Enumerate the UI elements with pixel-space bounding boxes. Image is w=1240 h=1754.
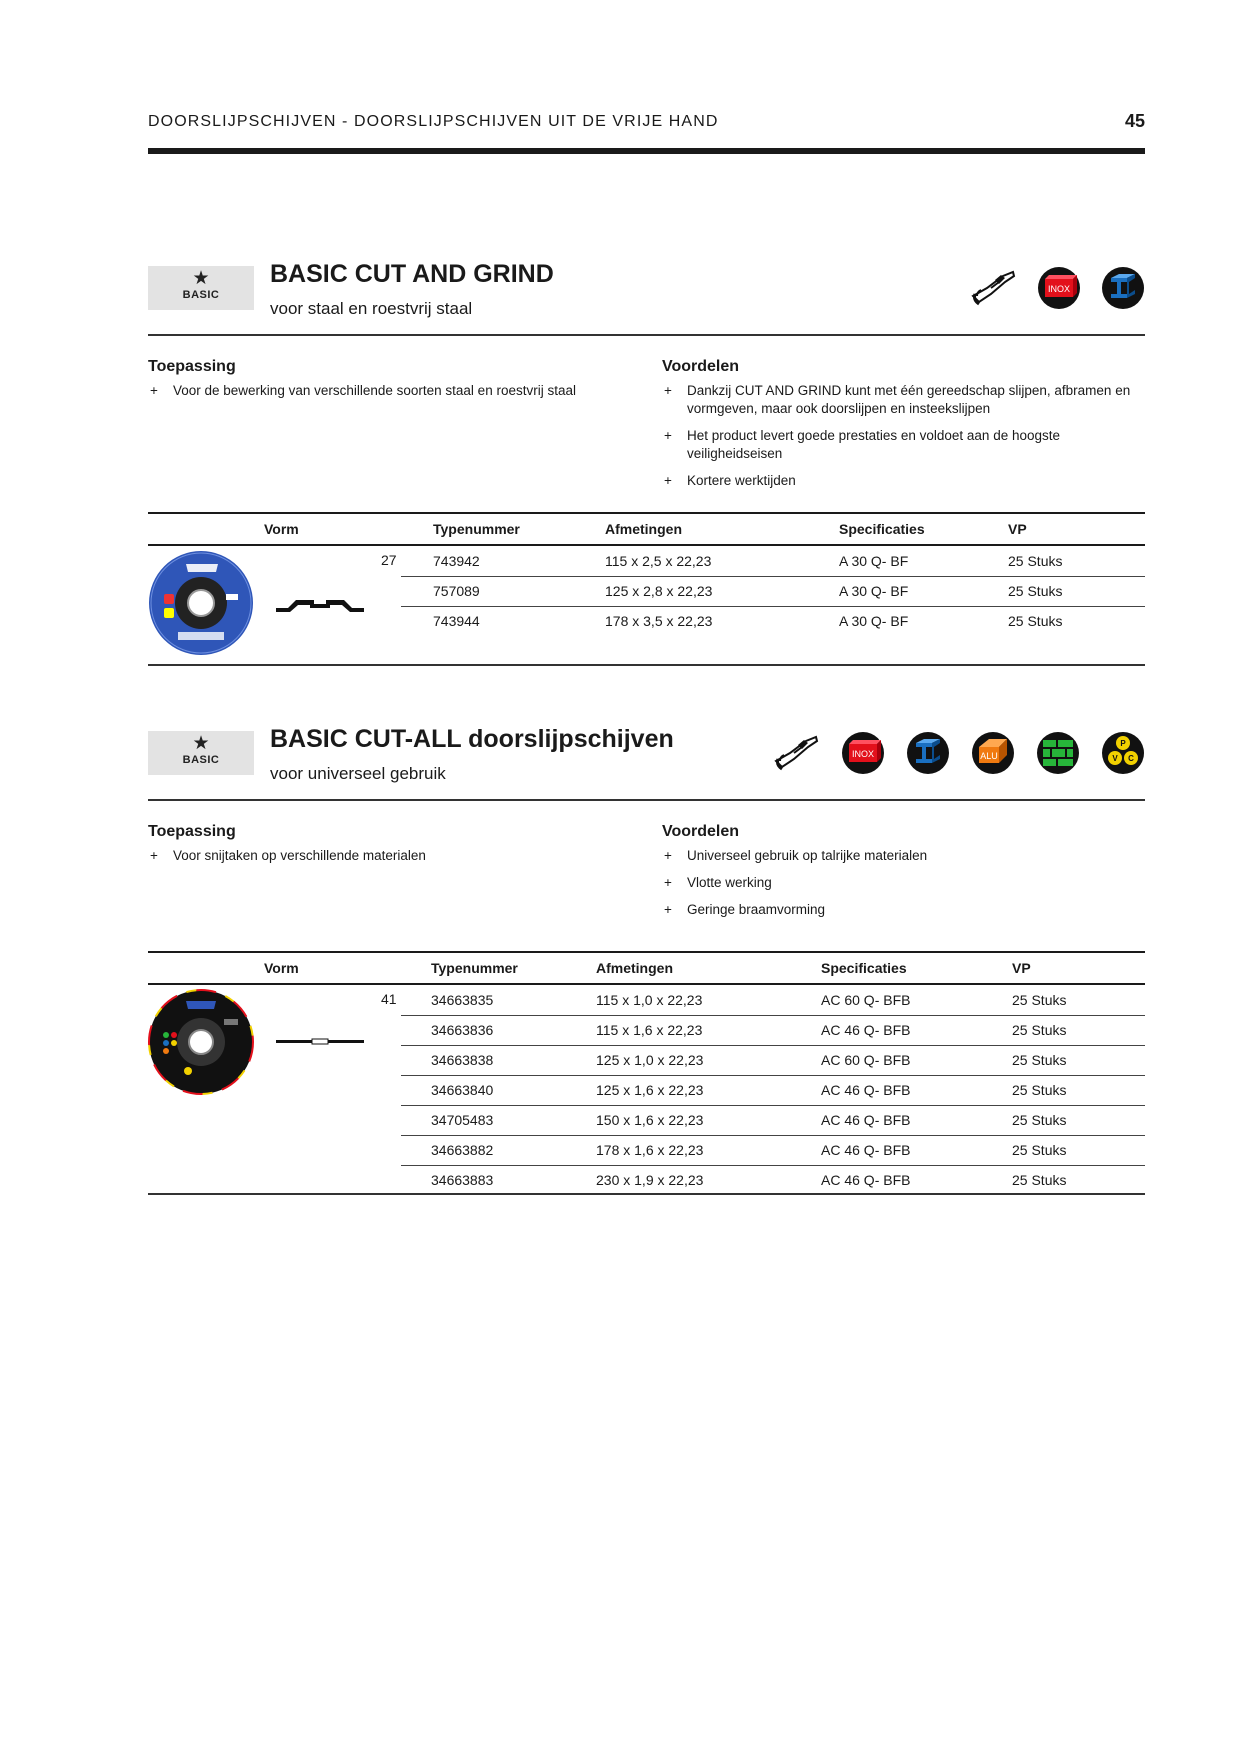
alu-icon [971, 731, 1015, 775]
toepassing-list [148, 382, 628, 400]
list-item: + Universeel gebruik op talrijke materialen [662, 847, 1146, 865]
product-subtitle: voor universeel gebruik [270, 764, 446, 783]
table-header [148, 953, 1145, 985]
application-icons [772, 730, 1145, 776]
table-row: 34705483 150 x 1,6 x 22,23 AC 46 Q- BFB 25 Stuks [401, 1105, 1145, 1136]
product-disc-image [148, 550, 254, 656]
breadcrumb: DOORSLIJPSCHIJVEN - DOORSLIJPSCHIJVEN UIT DE VRIJE HAND [148, 113, 719, 130]
steel-icon [1101, 266, 1145, 310]
product-subtitle: voor staal en roestvrij staal [270, 299, 473, 318]
svg-text:INOX: INOX [851, 749, 875, 759]
table-row: 34663840 125 x 1,6 x 22,23 AC 46 Q- BFB 25 Stuks [401, 1075, 1145, 1106]
angle-grinder-icon [969, 266, 1017, 310]
col-vp: VP [1008, 521, 1027, 537]
basic-badge: ★ BASIC [148, 266, 254, 310]
star-icon: ★ [192, 268, 210, 289]
list-item: + Dankzij CUT AND GRIND kunt met één gereedschap slijpen, afbramen en vormgeven, maar ook doorslijpen en insteekslijpen [662, 382, 1146, 418]
toepassing-heading: Toepassing [148, 358, 236, 375]
table-row: 34663835 115 x 1,0 x 22,23 AC 60 Q- BFB 25 Stuks [401, 985, 1145, 1016]
col-afmetingen: Afmetingen [605, 521, 682, 537]
list-item: + Voor de bewerking van verschillende soorten staal en roestvrij staal [148, 382, 628, 400]
svg-text:P: P [1120, 739, 1126, 748]
toepassing-list [148, 847, 628, 865]
col-vp: VP [1012, 960, 1031, 976]
toepassing-column [148, 823, 628, 874]
shape-number: 27 [381, 552, 397, 568]
list-item: + Kortere werktijden [662, 472, 1146, 490]
col-vorm: Vorm [264, 960, 299, 976]
col-specificaties: Specificaties [821, 960, 907, 976]
shape-number: 41 [381, 991, 397, 1007]
product-header [148, 725, 1145, 801]
svg-text:C: C [1128, 754, 1134, 763]
voordelen-list [662, 847, 1146, 919]
page-header [148, 108, 1145, 154]
product-title: BASIC CUT-ALL doorslijpschijven [270, 725, 674, 753]
table-row: 757089 125 x 2,8 x 22,23 A 30 Q- BF 25 Stuks [401, 576, 1145, 607]
col-vorm: Vorm [264, 521, 299, 537]
steel-icon [906, 731, 950, 775]
table-row: 34663836 115 x 1,6 x 22,23 AC 46 Q- BFB 25 Stuks [401, 1015, 1145, 1046]
svg-text:ALU: ALU [980, 751, 998, 761]
voordelen-heading: Voordelen [662, 823, 740, 840]
stone-icon [1036, 731, 1080, 775]
product-header [148, 260, 1145, 336]
list-item: + Voor snijtaken op verschillende materialen [148, 847, 628, 865]
toepassing-heading: Toepassing [148, 823, 236, 840]
voordelen-column [662, 358, 1146, 499]
svg-text:V: V [1112, 754, 1118, 763]
col-specificaties: Specificaties [839, 521, 925, 537]
list-item: + Geringe braamvorming [662, 901, 1146, 919]
inox-icon [1037, 266, 1081, 310]
star-icon: ★ [192, 733, 210, 754]
list-item: + Vlotte werking [662, 874, 1146, 892]
inox-icon [841, 731, 885, 775]
col-typenummer: Typenummer [431, 960, 518, 976]
voordelen-heading: Voordelen [662, 358, 740, 375]
product-section-cut-all [148, 725, 1145, 1195]
application-icons [969, 265, 1145, 311]
basic-badge: ★ BASIC [148, 731, 254, 775]
list-item: + Het product levert goede prestaties en voldoet aan de hoogste veiligheidseisen [662, 427, 1146, 463]
svg-text:INOX: INOX [1047, 284, 1071, 294]
toepassing-column [148, 358, 628, 409]
product-title: BASIC CUT AND GRIND [270, 260, 554, 288]
table-row: 743944 178 x 3,5 x 22,23 A 30 Q- BF 25 Stuks [433, 613, 1063, 629]
voordelen-list [662, 382, 1146, 490]
page-number: 45 [1124, 111, 1145, 131]
table-row: 34663883 230 x 1,9 x 22,23 AC 46 Q- BFB 25 Stuks [431, 1172, 1067, 1188]
table-header [148, 514, 1145, 546]
col-typenummer: Typenummer [433, 521, 520, 537]
info-block [148, 336, 1145, 512]
col-afmetingen: Afmetingen [596, 960, 673, 976]
pvc-icon [1101, 731, 1145, 775]
info-block [148, 801, 1145, 951]
product-table [148, 951, 1145, 1195]
table-row: 34663882 178 x 1,6 x 22,23 AC 46 Q- BFB 25 Stuks [401, 1135, 1145, 1166]
product-table [148, 512, 1145, 666]
shape-profile-41 [274, 1037, 366, 1047]
product-disc-image [148, 989, 254, 1095]
voordelen-column [662, 823, 1146, 928]
table-row: 34663838 125 x 1,0 x 22,23 AC 60 Q- BFB 25 Stuks [401, 1045, 1145, 1076]
angle-grinder-icon [772, 731, 820, 775]
shape-profile-27 [274, 588, 366, 618]
table-row: 743942 115 x 2,5 x 22,23 A 30 Q- BF 25 Stuks [401, 546, 1145, 577]
product-section-cut-and-grind [148, 260, 1145, 666]
